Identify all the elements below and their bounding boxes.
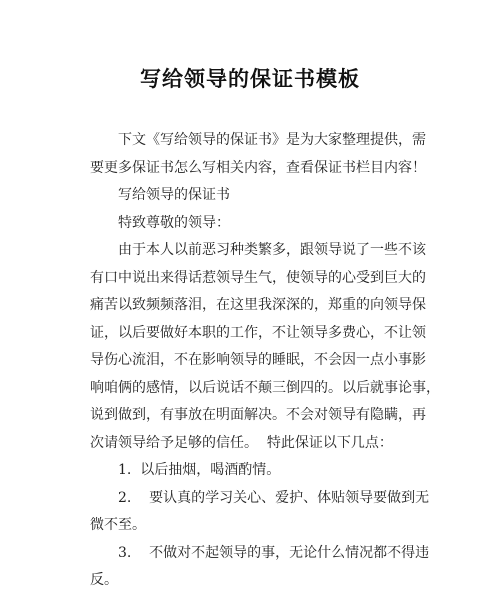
- text-line: 特致尊敬的领导：: [118, 214, 230, 231]
- text-line: 证，以后要做好本职的工作，不让领导多费心，不让领: [90, 324, 426, 341]
- text-line: 导伤心流泪，不在影响领导的睡眠，不会因一点小事影: [90, 352, 426, 368]
- text-line: 说到做到，有事放在明面解决。不会对领导有隐瞒，再: [90, 407, 426, 423]
- text-line: 2. 要认真的学习关心、爱护、体贴领导要做到无: [118, 489, 430, 506]
- text-line: 次请领导给予足够的信任。 特此保证以下几点：: [90, 434, 393, 451]
- text-line: 下文《写给领导的保证书》是为大家整理提供，需: [118, 132, 426, 148]
- text-line: 微不至。: [90, 517, 146, 533]
- text-line: 痛苦以致频频落泪，在这里我深深的，郑重的向领导保: [90, 297, 426, 313]
- text-line: 3. 不做对不起领导的事，无论什么情况都不得违: [118, 544, 430, 561]
- text-line: 响咱俩的感情，以后说话不颠三倒四的。以后就事论事，: [90, 379, 440, 396]
- document-body: [90, 127, 440, 595]
- text-line: 写给领导的保证书: [118, 187, 230, 203]
- document-title: 写给领导的保证书模板: [140, 67, 360, 91]
- text-line: 反。: [90, 572, 118, 588]
- text-line: 有口中说出来得话惹领导生气，使领导的心受到巨大的: [90, 269, 426, 286]
- text-line: 1. 以后抽烟，喝酒酌情。: [118, 462, 281, 478]
- text-line: 由于本人以前恶习种类繁多，跟领导说了一些不该: [118, 242, 426, 258]
- text-line: 要更多保证书怎么写相关内容，查看保证书栏目内容！: [90, 159, 426, 176]
